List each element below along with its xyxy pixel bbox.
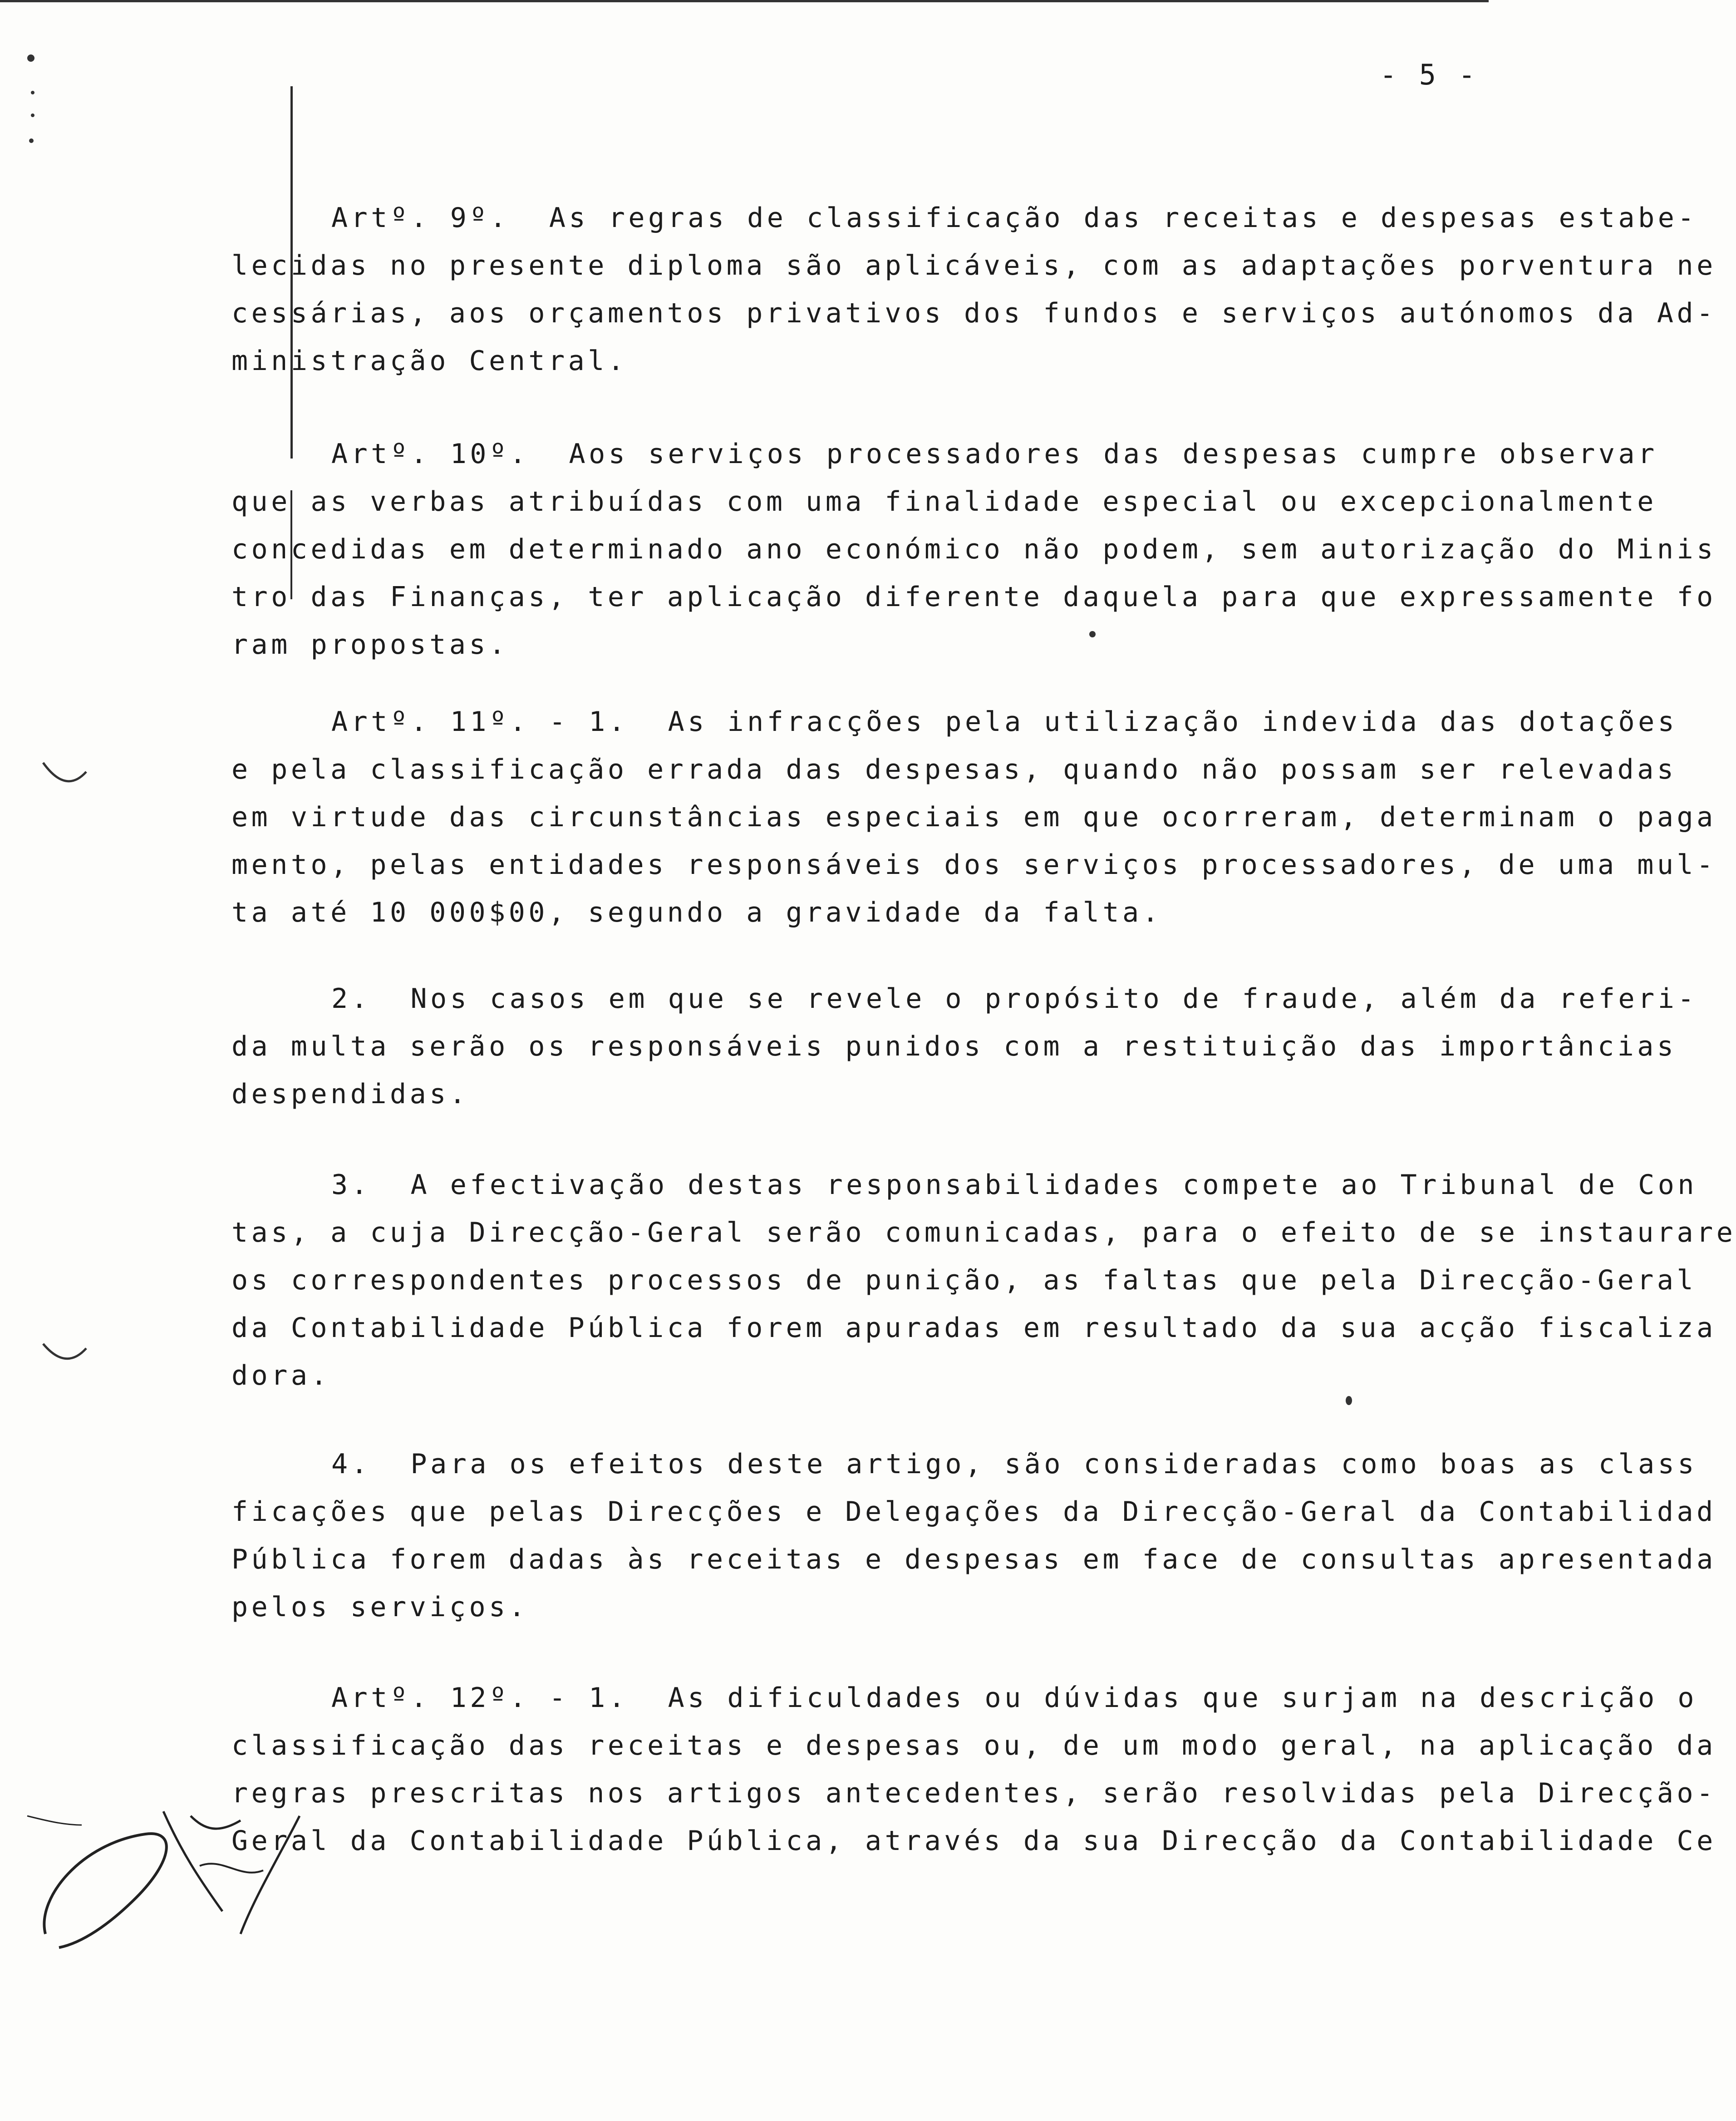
text-line: e pela classificação errada das despesas, quando não possam ser relevadas xyxy=(231,754,1677,785)
text-line: despendidas. xyxy=(231,1078,469,1110)
scan-speck xyxy=(1089,631,1096,637)
text-line: ministração Central. xyxy=(231,345,628,377)
text-line: 2. Nos casos em que se revele o propósito de fraude, além da referi- xyxy=(331,983,1697,1015)
text-line: tas, a cuja Direcção-Geral serão comunicadas, para o efeito de se instaurare xyxy=(231,1217,1736,1248)
text-line: lecidas no presente diploma são aplicáveis, com as adaptações porventura ne xyxy=(231,250,1716,281)
text-line: dora. xyxy=(231,1360,331,1391)
text-line: ficações que pelas Direcções e Delegações da Direcção-Geral da Contabilidad xyxy=(231,1496,1716,1528)
text-line: tro das Finanças, ter aplicação diferente daquela para que expressamente fo xyxy=(231,581,1716,613)
text-line: que as verbas atribuídas com uma finalidade especial ou excepcionalmente xyxy=(231,486,1657,518)
text-line: pelos serviços. xyxy=(231,1591,529,1623)
punch-hole-mark xyxy=(41,754,91,794)
scan-speck xyxy=(31,91,34,94)
text-line: Artº. 9º. As regras de classificação das receitas e despesas estabe- xyxy=(331,202,1697,234)
text-line: ta até 10 000$00, segundo a gravidade da falta. xyxy=(231,897,1162,928)
text-line: os correspondentes processos de punição, as faltas que pela Direcção-Geral xyxy=(231,1264,1697,1296)
text-line: da Contabilidade Pública forem apuradas em resultado da sua acção fiscaliza xyxy=(231,1312,1716,1344)
text-line: Artº. 10º. Aos serviços processadores das despesas cumpre observar xyxy=(331,438,1658,470)
top-edge-rule xyxy=(0,0,1489,2)
text-line: ram propostas. xyxy=(231,629,509,661)
text-line: Geral da Contabilidade Pública, através da sua Direcção da Contabilidade Ce xyxy=(231,1825,1716,1857)
text-line: concedidas em determinado ano económico não podem, sem autorização do Minis xyxy=(231,533,1716,565)
scan-speck xyxy=(29,138,34,143)
page-number: - 5 - xyxy=(1380,58,1478,91)
handwritten-signature xyxy=(27,1761,372,1961)
scan-speck xyxy=(1346,1396,1352,1405)
text-line: em virtude das circunstâncias especiais em que ocorreram, determinam o paga xyxy=(231,801,1716,833)
text-line: Artº. 11º. - 1. As infracções pela utilização indevida das dotações xyxy=(331,706,1678,738)
text-line: 4. Para os efeitos deste artigo, são consideradas como boas as class xyxy=(331,1448,1697,1480)
text-line: regras prescritas nos artigos antecedentes, serão resolvidas pela Direcção- xyxy=(231,1777,1716,1809)
text-line: Artº. 12º. - 1. As dificuldades ou dúvidas que surjam na descrição o xyxy=(331,1682,1697,1714)
punch-hole-mark xyxy=(41,1335,91,1376)
text-line: classificação das receitas e despesas ou, de um modo geral, na aplicação da xyxy=(231,1730,1716,1761)
scan-speck xyxy=(27,54,34,62)
text-line: cessárias, aos orçamentos privativos dos fundos e serviços autónomos da Ad- xyxy=(231,297,1716,329)
text-line: 3. A efectivação destas responsabilidades compete ao Tribunal de Con xyxy=(331,1169,1697,1201)
text-line: da multa serão os responsáveis punidos com a restituição das importâncias xyxy=(231,1031,1677,1062)
text-line: Pública forem dadas às receitas e despesas em face de consultas apresentada xyxy=(231,1544,1716,1575)
scan-speck xyxy=(31,113,34,117)
text-line: mento, pelas entidades responsáveis dos serviços processadores, de uma mul- xyxy=(231,849,1716,881)
